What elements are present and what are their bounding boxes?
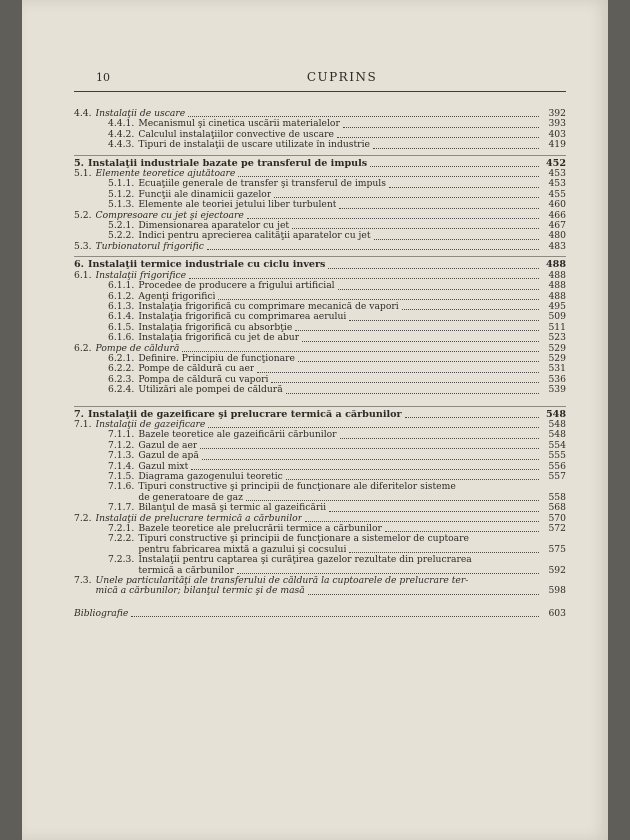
toc-entry-page: 548: [548, 418, 566, 430]
dot-leader: [237, 573, 539, 574]
toc-entry-number: 7.: [74, 408, 85, 420]
toc-entry: [74, 609, 566, 619]
toc-entry-number: 5.1.2.: [108, 188, 135, 200]
toc-entry-number: 7.3.: [74, 575, 92, 587]
toc-entry: [74, 364, 566, 374]
toc-entry-number: 4.4.1.: [108, 118, 135, 130]
toc-entry: [74, 441, 566, 451]
toc-entry-number: 4.4.3.: [108, 139, 135, 151]
toc-entry-page: 392: [548, 108, 566, 119]
toc-entry-label: Indici pentru aprecierea calităţii aparatelor cu jet: [138, 231, 371, 242]
toc-entry-number: 7.1.1.: [108, 429, 135, 441]
dot-leader: [218, 299, 539, 300]
dot-leader: [349, 552, 539, 553]
dot-leader: [271, 382, 539, 383]
toc-entry: [74, 211, 566, 221]
toc-entry: [74, 503, 566, 513]
toc-entry-label: Instalaţia frigorifică cu comprimarea aerului: [138, 312, 347, 323]
dot-leader: [286, 479, 539, 480]
toc-entry-label: termică a cărbunilor: [138, 565, 234, 576]
toc-entry: [74, 200, 566, 210]
toc-entry-label: Instalaţii industriale bazate pe transferul de impuls: [88, 158, 368, 169]
dot-leader: [337, 137, 539, 138]
toc-entry-label: Bazele teoretice ale prelucrării termice a cărbunilor: [138, 524, 382, 535]
dot-leader: [257, 372, 539, 373]
toc-entry-page: 511: [548, 321, 566, 333]
page-header: [96, 71, 588, 89]
toc-entry-label: Turbionatorul frigorific: [95, 241, 204, 252]
toc-entry-number: 6.2.: [74, 342, 92, 354]
toc-entry: [74, 159, 566, 169]
toc-entry-page: 488: [548, 269, 566, 281]
chapter-separator: [74, 155, 566, 156]
toc-entry-number: 5.2.2.: [108, 230, 135, 242]
toc-entry-page: 467: [548, 220, 566, 232]
toc-entry-label: Funcţii ale dinamicii gazelor: [138, 189, 272, 200]
dot-leader: [274, 197, 539, 198]
toc-entry-page: 554: [548, 439, 566, 451]
toc-entry-label: Ecuaţiile generale de transfer şi transferul de impuls: [138, 179, 386, 190]
dot-leader: [343, 127, 539, 128]
toc-entry: [74, 344, 566, 354]
toc-entry-page: 557: [548, 471, 566, 482]
toc-entry-page: 523: [548, 332, 566, 344]
toc-entry-page: 488: [548, 290, 566, 302]
toc-entry-number: 5.1.1.: [108, 178, 135, 190]
dot-leader: [202, 459, 539, 460]
chapter-separator: [74, 406, 566, 407]
toc-entry: [74, 271, 566, 281]
toc-entry-label: Tipuri constructive şi principii de funcţionare a sistemelor de cuptoare: [138, 534, 469, 545]
toc-entry-label: Gazul de apă: [138, 451, 199, 462]
toc-entry-label: Bibliografie: [74, 608, 129, 619]
page-title: CUPRINS: [306, 70, 378, 84]
toc-entry-page: 419: [548, 139, 566, 151]
toc-entry-page: 568: [548, 502, 566, 514]
dot-leader: [328, 268, 539, 269]
toc-entry-number: 7.2.1.: [108, 523, 135, 535]
toc-entry-number: 5.2.: [74, 209, 92, 221]
toc-entry: [74, 140, 566, 150]
toc-entry-label: Tipuri constructive şi principii de funcţionare ale diferitelor sisteme: [138, 482, 456, 493]
toc-entry-page: 529: [548, 342, 566, 354]
toc-entry-label: Elemente teoretice ajutătoare: [95, 169, 236, 180]
toc-entry-label: Pompe de căldură: [95, 343, 180, 354]
dot-leader: [305, 521, 539, 522]
toc-entry-page: 529: [548, 352, 566, 364]
toc-entry-label: Instalaţii de prelucrare termică a cărbunilor: [95, 513, 303, 524]
toc-entry-number: 5.: [74, 157, 85, 169]
toc-entry-page: 455: [548, 188, 566, 200]
dot-leader: [247, 218, 539, 219]
toc-entry: [74, 169, 566, 179]
toc-entry-page: 572: [548, 523, 566, 535]
toc-entry: [74, 534, 566, 555]
dot-leader: [200, 448, 539, 449]
toc-entry-page: 555: [548, 450, 566, 462]
dot-leader: [308, 594, 539, 595]
toc-entry-label: Instalaţii pentru captarea şi curăţirea gazelor rezultate din prelucrarea: [138, 555, 472, 566]
toc-entry-number: 4.4.2.: [108, 128, 135, 140]
toc-entry-number: 7.1.5.: [108, 471, 135, 482]
toc-entry-number: 7.1.3.: [108, 450, 135, 462]
toc-entry: [74, 482, 566, 503]
dot-leader: [374, 239, 539, 240]
toc-entry-number: 6.1.2.: [108, 290, 135, 302]
toc-entry-number: 6.: [74, 259, 85, 271]
toc-entry: [74, 462, 566, 472]
toc-entry-label: Gazul mixt: [138, 461, 189, 472]
dot-leader: [208, 427, 539, 428]
dot-leader: [339, 208, 539, 209]
toc-entry-page: 536: [548, 373, 566, 385]
toc-entry-number: 5.1.3.: [108, 199, 135, 211]
toc-entry: [74, 109, 566, 119]
toc-entry-label: Definire. Principiu de funcţionare: [138, 353, 295, 364]
toc-entry: [74, 302, 566, 312]
toc-entry-label: pentru fabricarea mixtă a gazului şi cocsului: [138, 544, 347, 555]
toc-entry: [74, 119, 566, 129]
toc-entry-label: Tipuri de instalaţii de uscare utilizate în industrie: [138, 140, 370, 151]
toc-entry-number: 7.2.3.: [108, 554, 135, 566]
toc-entry-label: mică a cărbunilor; bilanţul termic şi de masă: [95, 586, 305, 597]
toc-entry: [74, 323, 566, 333]
toc-entry-page: 403: [548, 128, 566, 140]
toc-entry: [74, 333, 566, 343]
show-through-text: [265, 652, 585, 662]
toc-entry-page: 570: [548, 512, 566, 524]
toc-entry-page: 480: [548, 230, 566, 242]
toc-entry-number: 7.2.2.: [108, 533, 135, 545]
toc-entry: [74, 451, 566, 461]
toc-entry-page: 548: [548, 429, 566, 441]
toc-entry-label: Mecanismul şi cinetica uscării materialelor: [138, 119, 340, 130]
dot-leader: [238, 176, 539, 177]
toc-entry-page: 466: [548, 209, 566, 221]
dot-leader: [389, 187, 539, 188]
toc-entry: [74, 354, 566, 364]
toc-entry-label: Bazele teoretice ale gazeificării cărbunilor: [138, 430, 337, 441]
toc-entry-page: 488: [545, 259, 566, 271]
toc-entry-number: 6.2.1.: [108, 352, 135, 364]
dot-leader: [189, 278, 539, 279]
toc-entry-number: 6.1.4.: [108, 311, 135, 323]
toc-entry-page: 558: [548, 491, 566, 503]
toc-entry: [74, 430, 566, 440]
toc-entry: [74, 375, 566, 385]
toc-entry-number: 6.1.1.: [108, 280, 135, 292]
toc-entry-number: 7.1.6.: [108, 481, 135, 493]
toc-entry: [74, 292, 566, 302]
toc-entry-label: Utilizări ale pompei de căldură: [138, 385, 283, 396]
toc-entry-number: 6.1.3.: [108, 300, 135, 312]
toc-entry-page: 603: [548, 607, 566, 619]
toc-entry-label: Dimensionarea aparatelor cu jet: [138, 221, 290, 232]
toc-entry: [74, 312, 566, 322]
toc-entry-label: Pompe de căldură cu aer: [138, 364, 255, 375]
toc-entry-label: Elemente ale teoriei jetului liber turbulent: [138, 200, 337, 211]
toc-entry-page: 488: [548, 280, 566, 292]
toc-entry: [74, 221, 566, 231]
toc-entry: [74, 410, 566, 420]
toc-entry-label: Pompa de căldură cu vapori: [138, 374, 269, 385]
toc-entry-page: 556: [548, 460, 566, 472]
toc-entry-number: 7.1.4.: [108, 460, 135, 472]
toc-entry-label: Instalaţii de gazeificare: [95, 419, 206, 430]
toc-entry-number: 5.2.1.: [108, 220, 135, 232]
toc-entry-label: Compresoare cu jet şi ejectoare: [95, 210, 244, 221]
toc-entry-label: Unele particularităţi ale transferului de căldură la cuptoarele de prelucrare ter-: [95, 576, 469, 587]
toc-entry-label: Instalaţii frigorifice: [95, 270, 187, 281]
dot-leader: [131, 616, 539, 617]
toc-entry: [74, 420, 566, 430]
dot-leader: [302, 341, 539, 342]
dot-leader: [405, 417, 539, 418]
dot-leader: [338, 289, 539, 290]
page-number: 10: [96, 71, 110, 84]
toc-entry-page: 483: [548, 240, 566, 252]
toc-entry-number: 6.1.: [74, 269, 92, 281]
dot-leader: [329, 511, 539, 512]
toc-entry-label: Gazul de aer: [138, 440, 198, 451]
toc-entry-label: Instalaţia frigorifică cu jet de abur: [138, 333, 300, 344]
toc-entry-label: Instalaţii de uscare: [95, 109, 186, 119]
toc-entry-label: Instalaţia frigorifică cu absorbţie: [138, 322, 293, 333]
toc-entry-number: 7.1.7.: [108, 502, 135, 514]
toc-entry-page: 598: [548, 585, 566, 597]
toc-entry-number: 6.1.5.: [108, 321, 135, 333]
dot-leader: [182, 351, 539, 352]
toc-entry: [74, 242, 566, 252]
toc-entry-page: 531: [548, 363, 566, 375]
toc-entry-label: Instalaţia frigorifică cu comprimare mecanică de vapori: [138, 301, 399, 312]
toc-entry: [74, 514, 566, 524]
toc-entry-number: 4.4.: [74, 108, 92, 119]
toc-entry-number: 5.1.: [74, 168, 92, 180]
header-rule: [74, 91, 566, 92]
toc-entry: [74, 190, 566, 200]
toc-entry-number: 7.2.: [74, 512, 92, 524]
toc-entry: [74, 260, 566, 270]
toc-entry: [74, 472, 566, 482]
table-of-contents: [74, 109, 566, 619]
dot-leader: [191, 469, 539, 470]
toc-entry-label: Diagrama gazogenului teoretic: [138, 472, 283, 482]
toc-entry: [74, 179, 566, 189]
toc-entry-page: 393: [548, 118, 566, 130]
toc-entry-page: 460: [548, 199, 566, 211]
toc-entry-label: de generatoare de gaz: [138, 492, 243, 503]
dot-leader: [292, 228, 539, 229]
toc-entry: [74, 281, 566, 291]
toc-entry-page: 548: [545, 408, 566, 420]
dot-leader: [340, 438, 539, 439]
toc-entry-page: 539: [548, 384, 566, 396]
toc-entry-page: 592: [548, 564, 566, 576]
toc-entry-number: 7.1.2.: [108, 439, 135, 451]
toc-entry-number: 5.3.: [74, 240, 92, 252]
toc-entry-page: 453: [548, 168, 566, 180]
dot-leader: [295, 330, 539, 331]
toc-entry: [74, 524, 566, 534]
dot-leader: [385, 531, 539, 532]
toc-entry: [74, 385, 566, 395]
chapter-separator: [74, 256, 566, 257]
dot-leader: [207, 249, 539, 250]
toc-entry-page: 509: [548, 311, 566, 323]
toc-entry-page: 495: [548, 300, 566, 312]
toc-entry-number: 6.2.4.: [108, 384, 135, 396]
dot-leader: [188, 116, 539, 117]
toc-entry: [74, 576, 566, 597]
dot-leader: [286, 393, 539, 394]
toc-entry-label: Bilanţul de masă şi termic al gazeificării: [138, 503, 327, 514]
toc-entry-label: Calculul instalaţiilor convective de uscare: [138, 129, 334, 140]
dot-leader: [373, 148, 539, 149]
toc-entry-number: 6.2.3.: [108, 373, 135, 385]
toc-entry-page: 452: [545, 157, 566, 169]
dot-leader: [298, 361, 539, 362]
toc-entry-page: 575: [548, 543, 566, 555]
toc-entry: [74, 130, 566, 140]
toc-entry-number: 6.1.6.: [108, 332, 135, 344]
dot-leader: [402, 309, 539, 310]
toc-entry: [74, 231, 566, 241]
toc-entry-page: 453: [548, 178, 566, 190]
toc-entry-label: Procedee de producere a frigului artificial: [138, 281, 335, 292]
toc-entry-number: 6.2.2.: [108, 363, 135, 375]
toc-entry-label: Instalaţii termice industriale cu ciclu invers: [88, 260, 326, 271]
toc-entry-label: Instalaţii de gazeificare şi prelucrare termică a cărbunilor: [88, 409, 402, 420]
dot-leader: [370, 166, 539, 167]
toc-entry-number: 7.1.: [74, 418, 92, 430]
dot-leader: [349, 320, 539, 321]
toc-entry-label: Agenţi frigorifici: [138, 291, 216, 302]
toc-entry: [74, 555, 566, 576]
dot-leader: [246, 500, 539, 501]
